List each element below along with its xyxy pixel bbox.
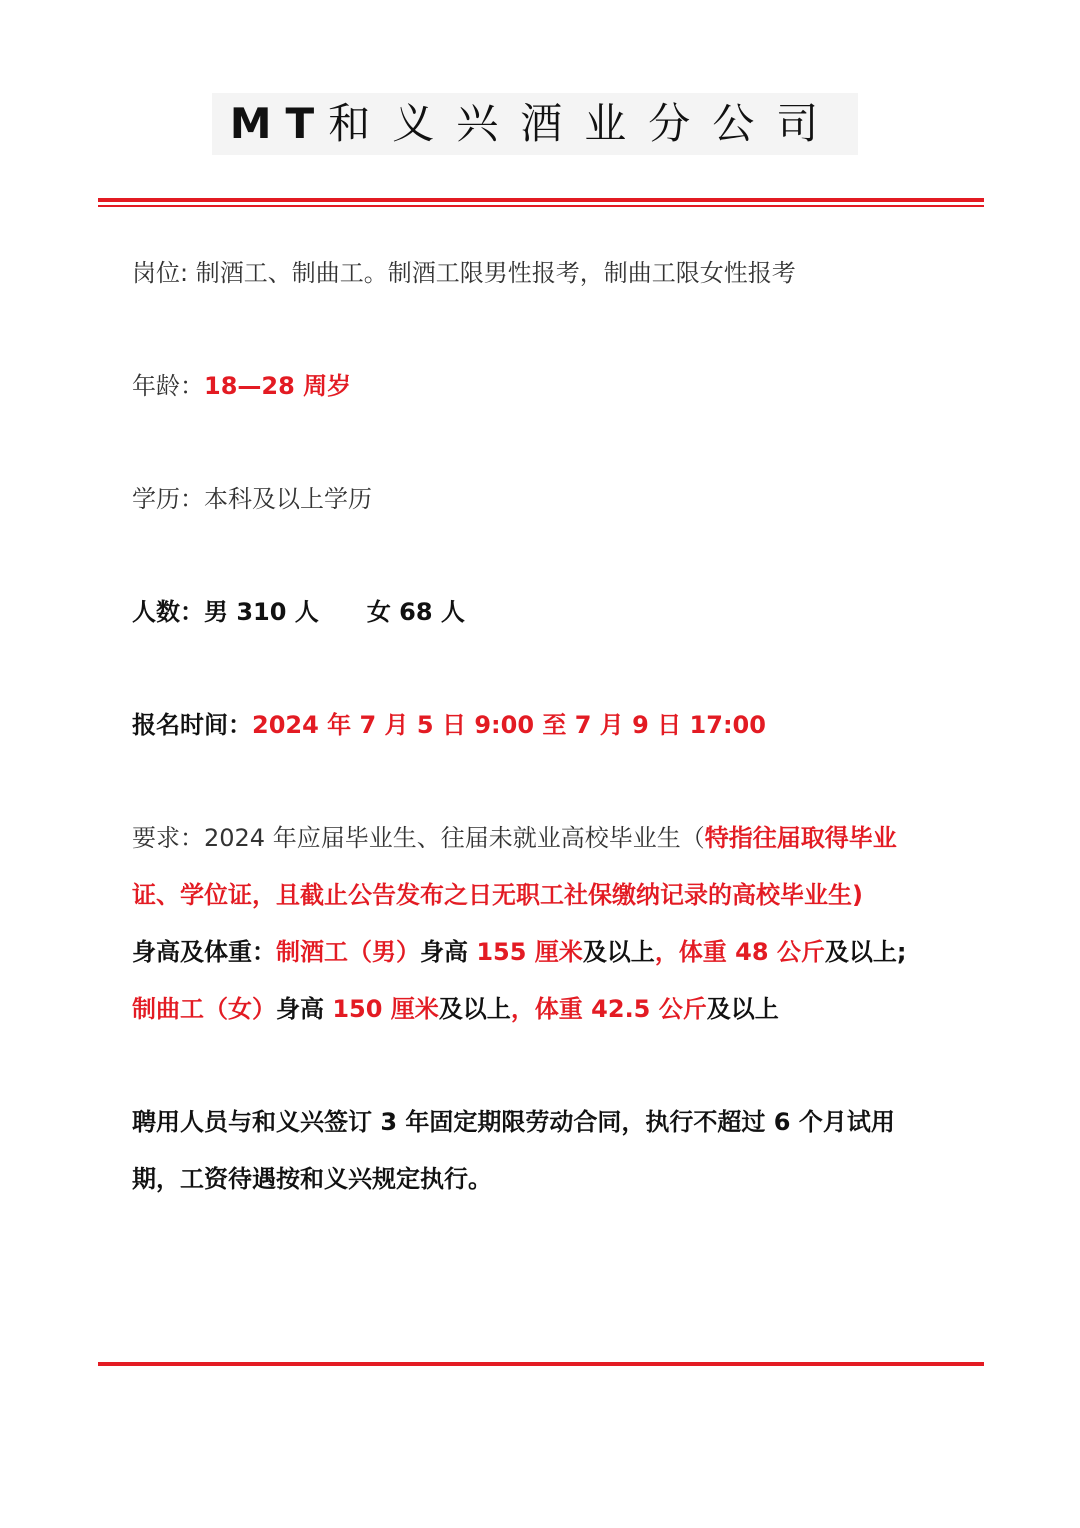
requirement-note-1: 特指往届取得毕业 — [704, 824, 897, 852]
male-weight-above: 及以上; — [824, 938, 907, 966]
male-height-above: 及以上 — [582, 938, 655, 966]
headcount-line — [132, 594, 465, 630]
position-value: 制酒工、制曲工。制酒工限男性报考，制曲工限女性报考 — [195, 259, 796, 287]
male-weight: ，体重 48 公斤 — [654, 938, 825, 966]
headcount-male: 男 310 人 — [204, 598, 319, 626]
education-value: 本科及以上学历 — [204, 485, 372, 513]
height-word-male: 身高 — [420, 938, 477, 966]
education-label: 学历： — [132, 485, 204, 513]
age-value: 18—28 周岁 — [204, 372, 352, 400]
education-line — [132, 481, 372, 517]
company-title — [212, 93, 858, 155]
headcount-label: 人数： — [132, 598, 204, 626]
registration-line — [132, 707, 766, 743]
female-weight-above: 及以上 — [706, 995, 779, 1023]
headcount-female: 女 68 人 — [366, 598, 465, 626]
requirement-line-2 — [132, 877, 863, 913]
company-title-chinese: 和义兴酒业分公司 — [328, 99, 841, 148]
age-line — [132, 368, 351, 404]
male-height: 155 厘米 — [476, 938, 583, 966]
height-weight-line-2 — [132, 991, 779, 1027]
contract-line-1 — [132, 1104, 895, 1140]
requirement-label: 要求： — [132, 824, 204, 852]
male-role: 制酒工（男） — [276, 938, 420, 966]
requirement-text: 2024 年应届毕业生、往届未就业高校毕业生（ — [204, 824, 705, 852]
header-divider-thick — [98, 198, 984, 202]
age-label: 年龄： — [132, 372, 204, 400]
female-height: 150 厘米 — [332, 995, 439, 1023]
contract-line-2 — [132, 1161, 492, 1197]
requirement-line-1 — [132, 820, 897, 856]
height-weight-line-1 — [132, 934, 907, 970]
requirement-note-2: 证、学位证，且截止公告发布之日无职工社保缴纳记录的高校毕业生) — [132, 881, 863, 909]
contract-text-2: 期，工资待遇按和义兴规定执行。 — [132, 1165, 492, 1193]
female-weight: ，体重 42.5 公斤 — [510, 995, 707, 1023]
female-role: 制曲工（女） — [132, 995, 276, 1023]
position-label: 岗位: — [132, 259, 196, 287]
company-title-latin: MT — [229, 99, 329, 148]
header-divider-thin — [98, 205, 984, 207]
footer-divider — [98, 1362, 984, 1366]
registration-value: 2024 年 7 月 5 日 9:00 至 7 月 9 日 17:00 — [252, 711, 766, 739]
height-weight-label: 身高及体重： — [132, 938, 276, 966]
female-height-above: 及以上 — [438, 995, 511, 1023]
position-line — [132, 255, 796, 291]
contract-text-1: 聘用人员与和义兴签订 3 年固定期限劳动合同，执行不超过 6 个月试用 — [132, 1108, 895, 1136]
height-word-female: 身高 — [276, 995, 333, 1023]
registration-label: 报名时间： — [132, 711, 252, 739]
